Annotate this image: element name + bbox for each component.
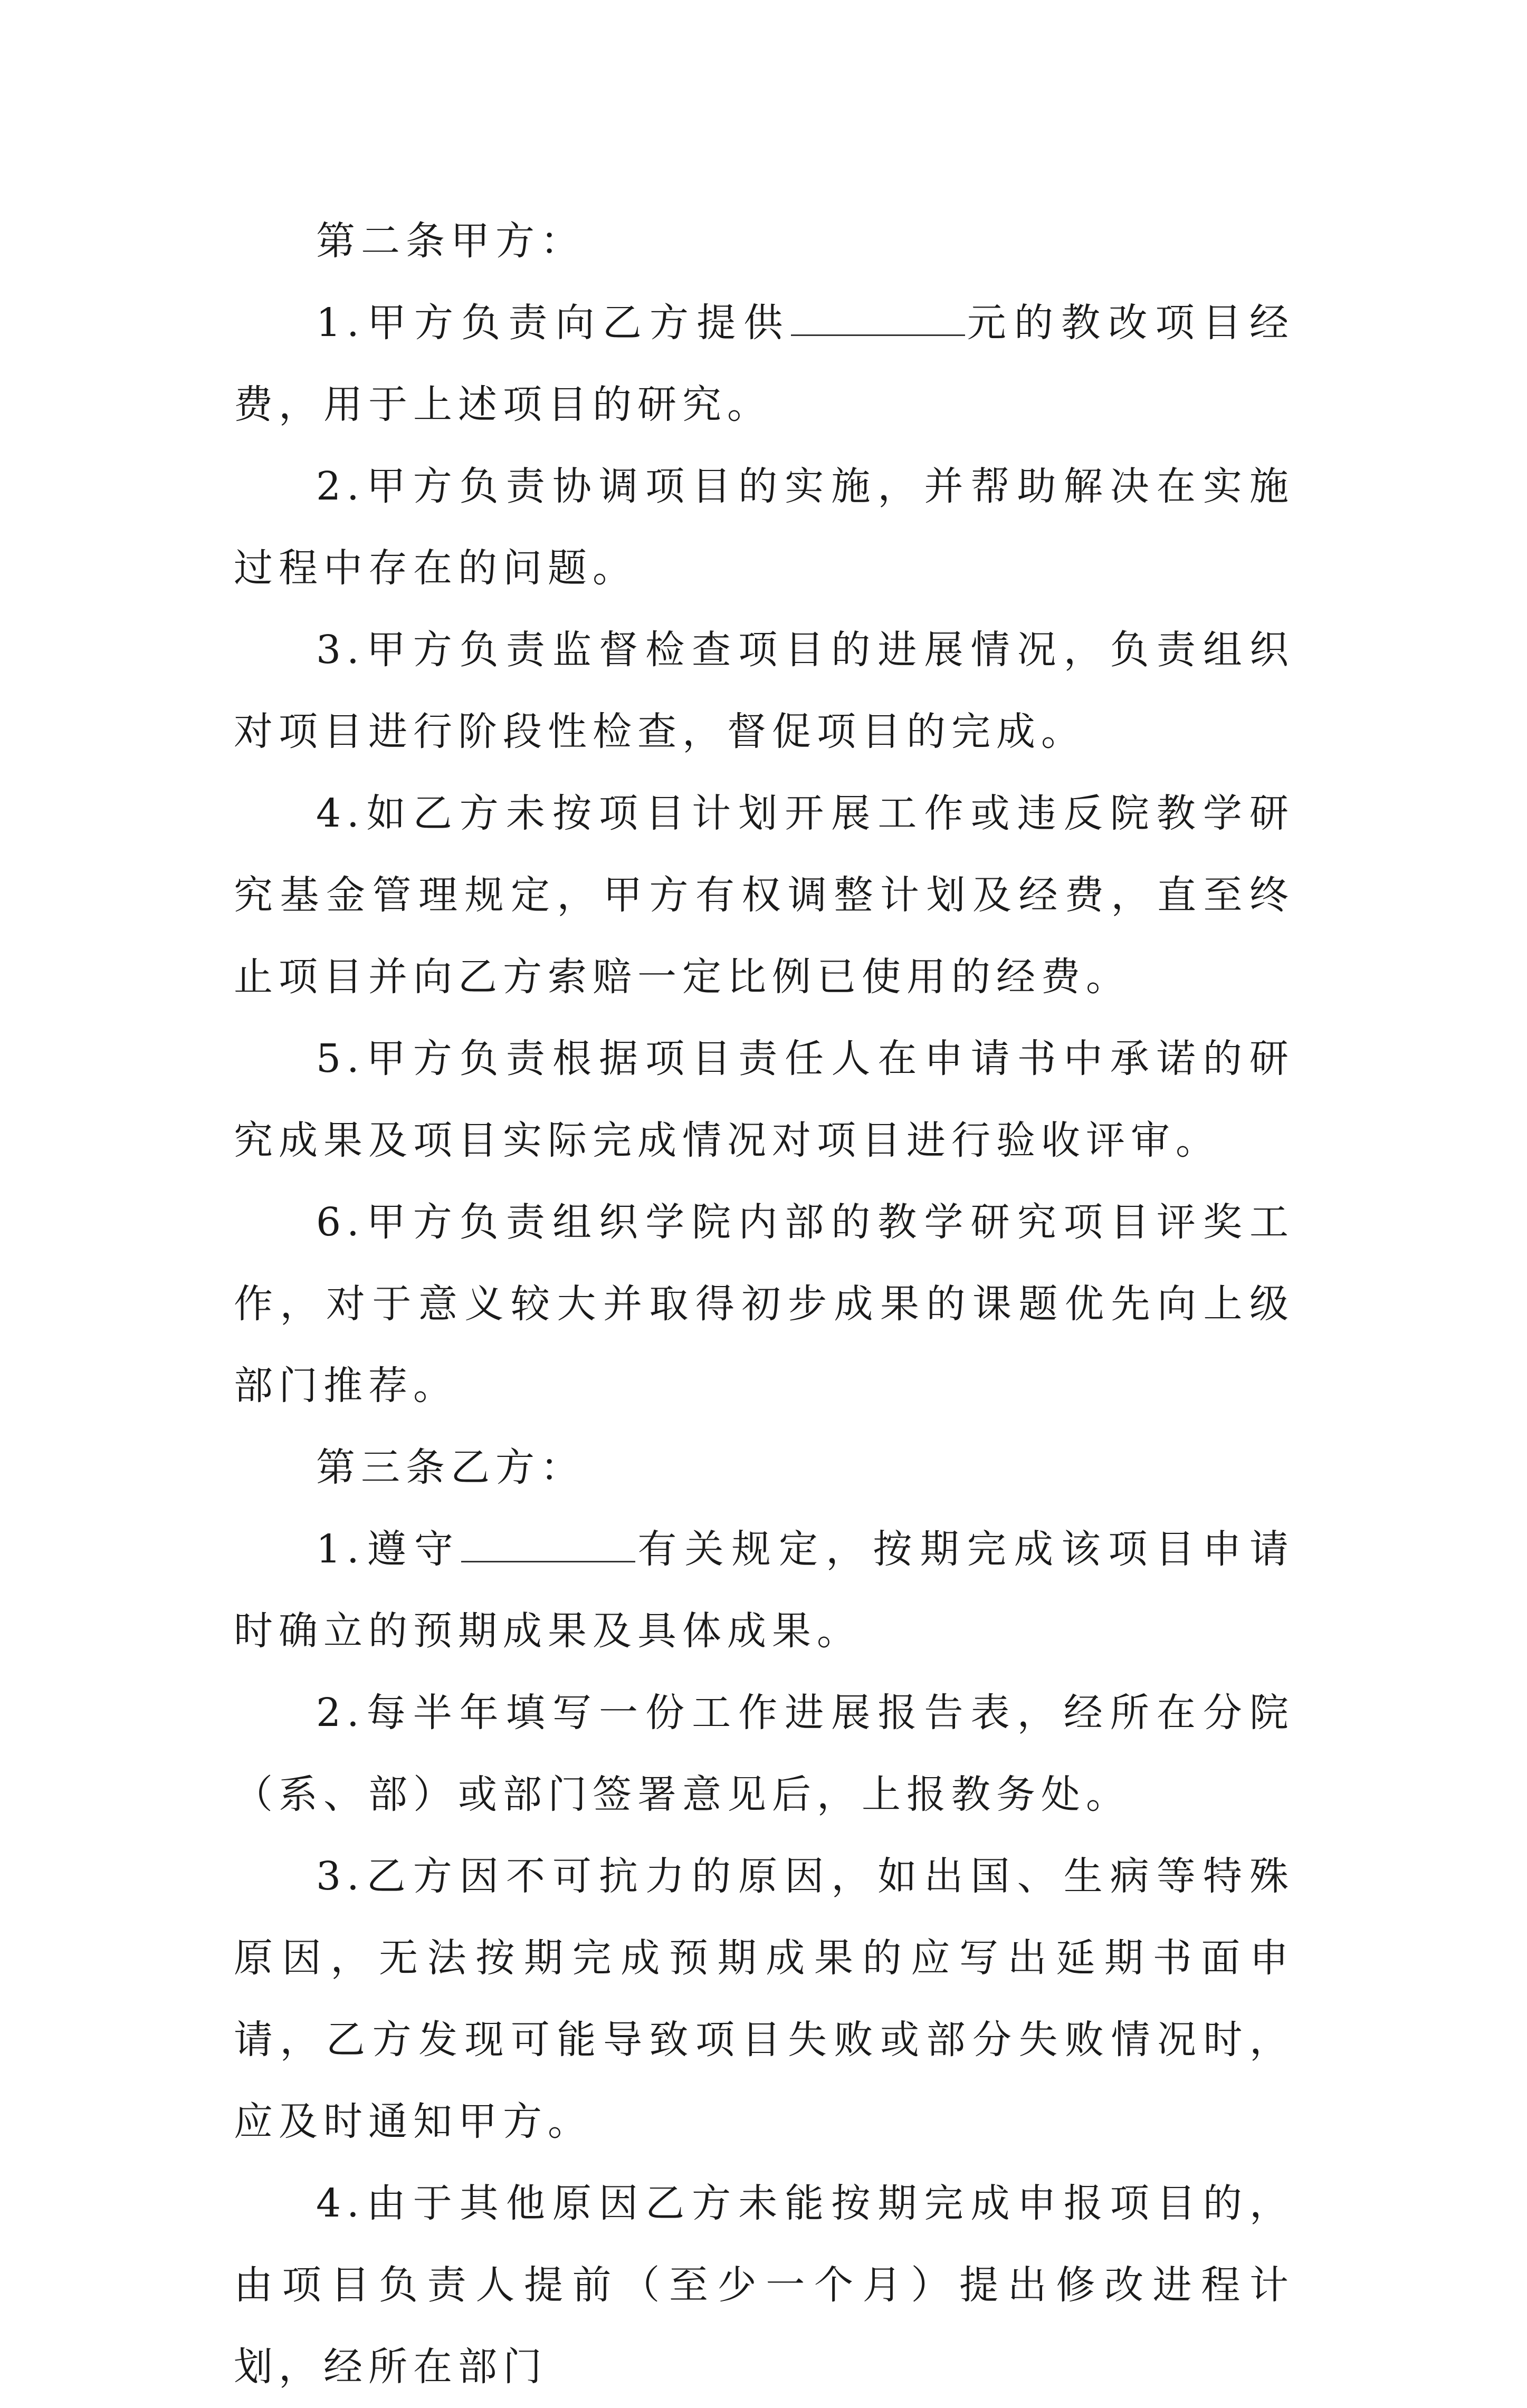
fee-amount-blank[interactable] — [791, 298, 965, 336]
item-text-after-blank: 元的教改项目经费，用于上述项目的研究。 — [234, 300, 1295, 427]
item-text-before-blank: 1.甲方负责向乙方提供 — [316, 300, 791, 346]
article-2-heading: 第二条甲方： — [316, 218, 585, 264]
article-2-item-1 — [234, 282, 1294, 446]
article-2-item-6: 6.甲方负责组织学院内部的教学研究项目评奖工作，对于意义较大并取得初步成果的课题优先向上级部门推荐。 — [234, 1200, 1294, 1408]
item-text-before-blank: 1.遵守 — [316, 1527, 462, 1572]
article-2-item-3: 3.甲方负责监督检查项目的进展情况，负责组织对项目进行阶段性检查，督促项目的完成。 — [234, 627, 1294, 754]
article-2-item-2: 2.甲方负责协调项目的实施，并帮助解决在实施过程中存在的问题。 — [234, 464, 1294, 591]
article-2-item-5: 5.甲方负责根据项目责任人在申请书中承诺的研究成果及项目实际完成情况对项目进行验收评审。 — [234, 1036, 1294, 1163]
article-3-item-2: 2.每半年填写一份工作进展报告表，经所在分院（系、部）或部门签署意见后，上报教务处。 — [234, 1690, 1294, 1817]
article-2-item-4: 4.如乙方未按项目计划开展工作或违反院教学研究基金管理规定，甲方有权调整计划及经费，直至终止项目并向乙方索赔一定比例已使用的经费。 — [234, 791, 1294, 1000]
item-text-after-blank: 有关规定，按期完成该项目申请时确立的预期成果及具体成果。 — [234, 1527, 1294, 1654]
rules-name-blank[interactable] — [461, 1524, 635, 1562]
article-3-heading: 第三条乙方： — [316, 1445, 585, 1490]
article-3-item-4: 4.由于其他原因乙方未能按期完成申报项目的，由项目负责人提前（至少一个月）提出修改进程计划，经所在部门 — [234, 2181, 1294, 2390]
article-3-item-3: 3.乙方因不可抗力的原因，如出国、生病等特殊原因，无法按期完成预期成果的应写出延期书面申请，乙方发现可能导致项目失败或部分失败情况时，应及时通知甲方。 — [234, 1854, 1294, 2144]
document-page — [234, 200, 1294, 2408]
article-3-item-1 — [234, 1509, 1294, 1672]
